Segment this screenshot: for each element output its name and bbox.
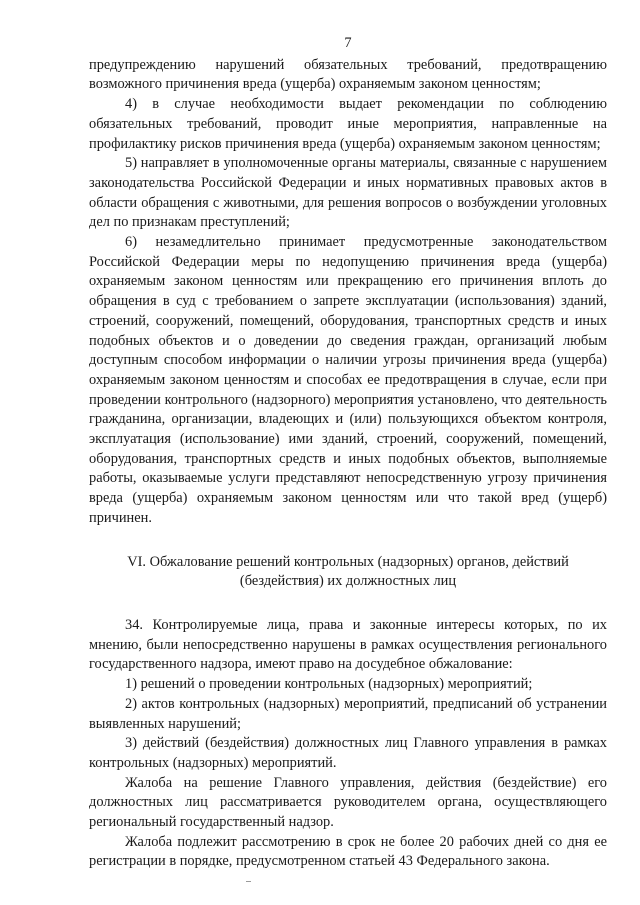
complaint-paragraph-1: Жалоба на решение Главного управления, действия (бездействие) его должностных лиц рассматривается руководителем органа, осуществляющего региональный государственный надзор.	[89, 774, 607, 831]
section-heading-line-2: (бездействия) их должностных лиц	[239, 573, 457, 590]
section-heading-line-1: VI. Обжалование решений контрольных (надзорных) органов, действий	[127, 553, 569, 570]
clause-34-item-3: 3) действий (бездействия) должностных лиц Главного управления в рамках контрольных (надзорных) мероприятий.	[89, 735, 607, 771]
document-page	[89, 34, 607, 872]
scan-mark	[246, 881, 251, 882]
page-number: 7	[344, 35, 352, 51]
list-item-5: 5) направляет в уполномоченные органы материалы, связанные с нарушением законодательства Российской Федерации и иных нормативных правовых актов в области обращения с животными, для решения вопросов о возбуждении уголовных дел по признакам преступлений;	[89, 155, 607, 231]
clause-34: 34. Контролируемые лица, права и законные интересы которых, по их мнению, были непосредственно нарушены в рамках осуществления регионального государственного надзора, имеют право на досудебное обжалование:	[89, 616, 607, 673]
complaint-paragraph-2: Жалоба подлежит рассмотрению в срок не более 20 рабочих дней со дня ее регистрации в порядке, предусмотренном статьей 43 Федерального закона.	[89, 833, 607, 870]
list-item-3-continuation: предупреждению нарушений обязательных требований, предотвращению возможного причинения вреда (ущерба) охраняемым законом ценностям;	[89, 56, 607, 93]
clause-34-item-2: 2) актов контрольных (надзорных) мероприятий, предписаний об устранении выявленных нарушений;	[89, 695, 607, 732]
clause-34-item-1: 1) решений о проведении контрольных (надзорных) мероприятий;	[125, 676, 533, 693]
list-item-6: 6) незамедлительно принимает предусмотренные законодательством Российской Федерации меры по недопущению причинения вреда (ущерба) охраняемым законом ценностям или прекращению его причинения вплоть до обращения в суд с требованием о запрете эксплуатации (использования) зданий, строений, сооружений, помещений, оборудования, транспортных средств и иных подобных объектов и о доведении до сведения граждан, организаций любым доступным способом информации о наличии угрозы причинения вреда (ущерба) охраняемым законом ценностям и способах ее предотвращения в случае, если при проведении контрольного (надзорного) мероприятия установлено, что деятельность гражданина, организации, владеющих и (или) пользующихся объектом контроля, эксплуатация (использование) ими зданий, строений, сооружений, помещений, оборудования, транспортных средств и иных подобных объектов, выполняемые работы, оказываемые услуги представляют непосредственную угрозу причинения вреда (ущерба) охраняемым законом ценностям или что такой вред (ущерб) причинен.	[89, 234, 607, 526]
section-heading	[89, 553, 607, 592]
list-item-4: 4) в случае необходимости выдает рекомендации по соблюдению обязательных требований, проводит иные мероприятия, направленные на профилактику рисков причинения вреда (ущерба) охраняемым законом ценностям;	[89, 96, 607, 152]
